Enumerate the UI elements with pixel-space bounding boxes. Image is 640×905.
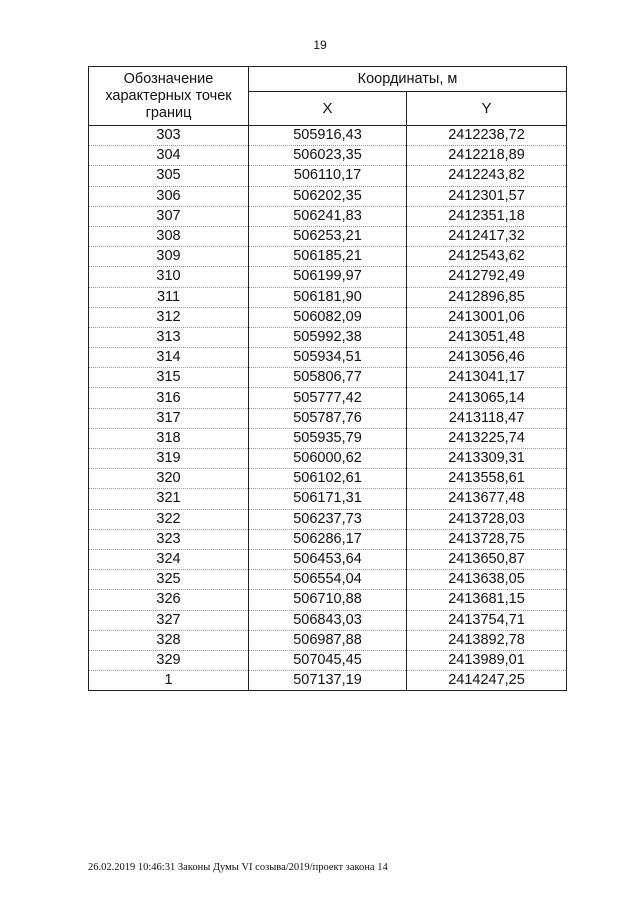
- table-row: [89, 166, 567, 186]
- table-row: [89, 206, 567, 226]
- table-row: [89, 226, 567, 246]
- y-coordinate-cell: 2412218,89: [407, 146, 567, 166]
- y-coordinate-cell: 2412351,18: [407, 206, 567, 226]
- table-row: [89, 146, 567, 166]
- y-coordinate-cell: 2413558,61: [407, 469, 567, 489]
- point-cell: 310: [89, 267, 249, 287]
- x-coordinate-cell: 507137,19: [249, 671, 407, 691]
- point-cell: 315: [89, 368, 249, 388]
- x-coordinate-cell: 505787,76: [249, 408, 407, 428]
- point-cell: 320: [89, 469, 249, 489]
- table-row: [89, 327, 567, 347]
- point-cell: 318: [89, 428, 249, 448]
- x-coordinate-cell: 507045,45: [249, 650, 407, 670]
- y-coordinate-cell: 2413309,31: [407, 449, 567, 469]
- x-coordinate-cell: 506199,97: [249, 267, 407, 287]
- point-cell: 303: [89, 126, 249, 146]
- table-row: [89, 549, 567, 569]
- y-coordinate-cell: 2413051,48: [407, 327, 567, 347]
- y-coordinate-cell: 2413225,74: [407, 428, 567, 448]
- table-row: [89, 489, 567, 509]
- point-cell: 312: [89, 307, 249, 327]
- x-coordinate-cell: 505992,38: [249, 327, 407, 347]
- point-cell: 317: [89, 408, 249, 428]
- table-row: [89, 186, 567, 206]
- y-coordinate-cell: 2413677,48: [407, 489, 567, 509]
- y-coordinate-cell: 2412792,49: [407, 267, 567, 287]
- x-coordinate-cell: 505777,42: [249, 388, 407, 408]
- x-coordinate-cell: 506843,03: [249, 610, 407, 630]
- point-cell: 322: [89, 509, 249, 529]
- x-coordinate-cell: 506110,17: [249, 166, 407, 186]
- table-row: [89, 570, 567, 590]
- point-cell: 308: [89, 226, 249, 246]
- x-coordinate-cell: 506185,21: [249, 247, 407, 267]
- y-coordinate-cell: 2412238,72: [407, 126, 567, 146]
- x-coordinate-cell: 505934,51: [249, 348, 407, 368]
- point-cell: 326: [89, 590, 249, 610]
- point-designation-header: Обозначение характерных точек границ: [89, 67, 249, 126]
- table-row: [89, 630, 567, 650]
- table-row: [89, 509, 567, 529]
- y-coordinate-cell: 2412543,62: [407, 247, 567, 267]
- y-coordinate-cell: 2413989,01: [407, 650, 567, 670]
- x-coordinate-cell: 506202,35: [249, 186, 407, 206]
- y-coordinate-cell: 2412243,82: [407, 166, 567, 186]
- point-cell: 314: [89, 348, 249, 368]
- point-cell: 309: [89, 247, 249, 267]
- y-coordinate-cell: 2413638,05: [407, 570, 567, 590]
- table-row: [89, 307, 567, 327]
- table-row: [89, 368, 567, 388]
- point-cell: 311: [89, 287, 249, 307]
- x-coordinate-cell: 506286,17: [249, 529, 407, 549]
- table-row: [89, 247, 567, 267]
- point-cell: 325: [89, 570, 249, 590]
- page-number: 19: [313, 38, 327, 52]
- y-coordinate-cell: 2414247,25: [407, 671, 567, 691]
- x-coordinate-cell: 506082,09: [249, 307, 407, 327]
- table-row: [89, 650, 567, 670]
- table-row: [89, 348, 567, 368]
- table-row: [89, 267, 567, 287]
- y-coordinate-cell: 2413728,75: [407, 529, 567, 549]
- y-coordinate-cell: 2412417,32: [407, 226, 567, 246]
- x-coordinate-cell: 506171,31: [249, 489, 407, 509]
- table-row: [89, 408, 567, 428]
- x-coordinate-cell: 506453,64: [249, 549, 407, 569]
- point-cell: 329: [89, 650, 249, 670]
- point-cell: 306: [89, 186, 249, 206]
- y-coordinate-cell: 2413041,17: [407, 368, 567, 388]
- y-coordinate-cell: 2413728,03: [407, 509, 567, 529]
- x-coordinate-cell: 506554,04: [249, 570, 407, 590]
- y-coordinate-cell: 2413001,06: [407, 307, 567, 327]
- y-coordinate-cell: 2413650,87: [407, 549, 567, 569]
- x-coordinate-cell: 505916,43: [249, 126, 407, 146]
- table-row: [89, 126, 567, 146]
- y-coordinate-cell: 2412301,57: [407, 186, 567, 206]
- x-coordinate-cell: 506237,73: [249, 509, 407, 529]
- table-row: [89, 287, 567, 307]
- table-row: [89, 469, 567, 489]
- x-coordinate-cell: 506253,21: [249, 226, 407, 246]
- y-coordinate-cell: 2413056,46: [407, 348, 567, 368]
- y-coordinate-cell: 2413754,71: [407, 610, 567, 630]
- x-coordinate-cell: 506102,61: [249, 469, 407, 489]
- point-cell: 305: [89, 166, 249, 186]
- point-cell: 319: [89, 449, 249, 469]
- y-coordinate-cell: 2412896,85: [407, 287, 567, 307]
- point-cell: 327: [89, 610, 249, 630]
- table-row: [89, 590, 567, 610]
- point-cell: 316: [89, 388, 249, 408]
- point-cell: 313: [89, 327, 249, 347]
- point-cell: 321: [89, 489, 249, 509]
- x-coordinate-cell: 506023,35: [249, 146, 407, 166]
- y-coordinate-cell: 2413118,47: [407, 408, 567, 428]
- x-coordinate-cell: 505806,77: [249, 368, 407, 388]
- point-cell: 1: [89, 671, 249, 691]
- point-cell: 323: [89, 529, 249, 549]
- y-column-header: Y: [407, 92, 567, 126]
- point-cell: 307: [89, 206, 249, 226]
- x-coordinate-cell: 506987,88: [249, 630, 407, 650]
- table-row: [89, 388, 567, 408]
- table-row: [89, 529, 567, 549]
- coordinates-table: [88, 66, 567, 691]
- table-row: [89, 428, 567, 448]
- x-coordinate-cell: 506241,83: [249, 206, 407, 226]
- point-cell: 324: [89, 549, 249, 569]
- y-coordinate-cell: 2413681,15: [407, 590, 567, 610]
- x-column-header: X: [249, 92, 407, 126]
- table-row: [89, 610, 567, 630]
- table-body: [89, 126, 567, 691]
- table-row: [89, 671, 567, 691]
- table-header: [89, 67, 567, 126]
- table-row: [89, 449, 567, 469]
- coordinates-header: Координаты, м: [249, 67, 567, 92]
- y-coordinate-cell: 2413892,78: [407, 630, 567, 650]
- point-cell: 304: [89, 146, 249, 166]
- document-footer: 26.02.2019 10:46:31 Законы Думы VI созыва/2019/проект закона 14: [88, 862, 388, 873]
- x-coordinate-cell: 505935,79: [249, 428, 407, 448]
- x-coordinate-cell: 506710,88: [249, 590, 407, 610]
- y-coordinate-cell: 2413065,14: [407, 388, 567, 408]
- x-coordinate-cell: 506181,90: [249, 287, 407, 307]
- x-coordinate-cell: 506000,62: [249, 449, 407, 469]
- point-cell: 328: [89, 630, 249, 650]
